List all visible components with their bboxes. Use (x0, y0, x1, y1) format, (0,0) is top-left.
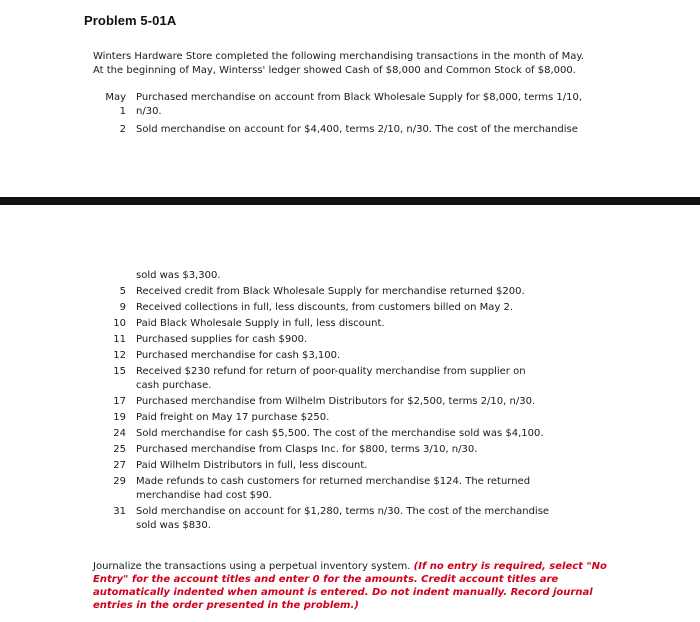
transaction-row (90, 123, 610, 137)
transaction-date: 25 (113, 444, 126, 455)
transactions-top (90, 91, 610, 137)
transaction-text: Sold merchandise on account for $4,400, terms 2/10, n/30. The cost of the merchandise (136, 124, 578, 135)
transaction-row (90, 427, 580, 441)
transaction-row (90, 411, 580, 425)
transaction-row (90, 459, 580, 473)
transaction-date: 15 (113, 366, 126, 377)
transaction-date: 17 (113, 396, 126, 407)
instruction-note: (If no entry is required, select "No Entry" for the account titles and enter 0 for the amounts. Credit account titles are automatically indented when amount is entered. Do not indent manually. Record journal entries in the order presented in the problem.) (93, 561, 607, 611)
transaction-row (90, 317, 580, 331)
transaction-row (90, 349, 580, 363)
transaction-row (90, 333, 580, 347)
transaction-text: n/30. (136, 106, 162, 117)
transaction-text: Sold merchandise on account for $1,280, terms n/30. The cost of the merchandise sold was $830. (136, 506, 550, 531)
transaction-date: 11 (113, 334, 126, 345)
transaction-row (90, 395, 580, 409)
transaction-date: 24 (113, 428, 126, 439)
transaction-date: 1 (119, 106, 126, 117)
transaction-row (90, 301, 580, 315)
transaction-date: 2 (119, 124, 126, 135)
transaction-date: 10 (113, 318, 126, 329)
transaction-text: Purchased merchandise for cash $3,100. (136, 350, 341, 361)
transaction-row (90, 269, 580, 283)
transaction-text: Paid Wilhelm Distributors in full, less discount. (136, 460, 368, 471)
transaction-date: May (105, 92, 126, 103)
transaction-row (90, 443, 580, 457)
transaction-date: 29 (113, 476, 126, 487)
transaction-row (90, 475, 580, 503)
transaction-text: Paid freight on May 17 purchase $250. (136, 412, 330, 423)
intro-line-1: Winters Hardware Store completed the following merchandising transactions in the month of May. (93, 51, 585, 62)
transaction-row (90, 105, 610, 119)
transaction-date: 9 (119, 302, 126, 313)
transaction-date: 27 (113, 460, 126, 471)
problem-title: Problem 5-01A (84, 13, 177, 28)
transaction-date (90, 269, 136, 283)
transaction-text: Received credit from Black Wholesale Supply for merchandise returned $200. (136, 286, 525, 297)
page-break-divider (0, 197, 700, 205)
transaction-row (90, 365, 580, 393)
transaction-date: 5 (119, 286, 126, 297)
transaction-date: 31 (113, 506, 126, 517)
problem-intro (93, 50, 683, 78)
transaction-text: Made refunds to cash customers for returned merchandise $124. The returned merchandise had cost $90. (136, 476, 531, 501)
transaction-text: Purchased supplies for cash $900. (136, 334, 308, 345)
intro-line-2: At the beginning of May, Winterss' ledger showed Cash of $8,000 and Common Stock of $8,000. (93, 65, 576, 76)
transaction-text: Sold merchandise for cash $5,500. The cost of the merchandise sold was $4,100. (136, 428, 544, 439)
transactions-bottom (90, 269, 580, 535)
transaction-text: Paid Black Wholesale Supply in full, less discount. (136, 318, 385, 329)
transaction-text: Purchased merchandise on account from Black Wholesale Supply for $8,000, terms 1/10, (136, 92, 583, 103)
journalize-instructions (93, 560, 613, 612)
transaction-date: 12 (113, 350, 126, 361)
transaction-row (90, 505, 580, 533)
transaction-text: Received $230 refund for return of poor-quality merchandise from supplier on cash purchase. (136, 366, 526, 391)
transaction-row (90, 285, 580, 299)
transaction-text: Purchased merchandise from Wilhelm Distributors for $2,500, terms 2/10, n/30. (136, 396, 536, 407)
transaction-date: 19 (113, 412, 126, 423)
transaction-text: Received collections in full, less discounts, from customers billed on May 2. (136, 302, 514, 313)
transaction-text: sold was $3,300. (136, 270, 221, 281)
transaction-row (90, 91, 610, 105)
instruction-text: Journalize the transactions using a perpetual inventory system. (93, 561, 411, 572)
transaction-text: Purchased merchandise from Clasps Inc. for $800, terms 3/10, n/30. (136, 444, 478, 455)
